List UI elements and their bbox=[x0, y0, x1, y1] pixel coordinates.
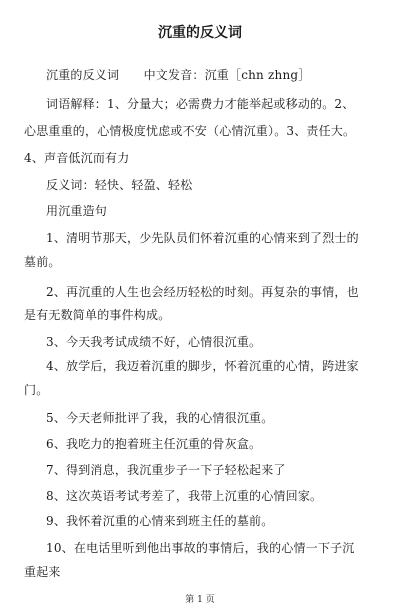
sentence-7: 7、得到消息，我沉重步子一下子轻松起来了 bbox=[46, 463, 286, 477]
page-title: 沉重的反义词 bbox=[158, 25, 242, 41]
sentence-9: 9、我怀着沉重的心情来到班主任的墓前。 bbox=[46, 514, 274, 528]
antonyms-line: 反义词：轻快、轻盈、轻松 bbox=[46, 178, 193, 192]
sentence-10-line-2: 重起来 bbox=[24, 565, 61, 579]
sentence-1-line-1: 1、清明节那天，少先队员们怀着沉重的心情来到了烈士的 bbox=[46, 231, 359, 245]
page-number: 第 1 页 bbox=[185, 595, 215, 605]
sentence-3: 3、今天我考试成绩不好，心情很沉重。 bbox=[46, 335, 262, 349]
sentence-5: 5、今天老师批评了我，我的心情很沉重。 bbox=[46, 411, 274, 425]
sentence-2-line-2: 是有无数简单的事件构成。 bbox=[24, 308, 171, 322]
sentence-4-line-2: 门。 bbox=[24, 383, 49, 397]
sentence-8: 8、这次英语考试考差了，我带上沉重的心情回家。 bbox=[46, 489, 323, 503]
example-heading: 用沉重造句 bbox=[46, 204, 108, 218]
definition-line-2: 心思重重的，心情极度忧虑或不安（心情沉重）。3、责任大。 bbox=[24, 124, 356, 138]
sentence-10-line-1: 10、在电话里听到他出事故的事情后，我的心情一下子沉 bbox=[46, 541, 355, 555]
definition-line-1: 词语解释：1、分量大；必需费力才能举起或移动的。2、 bbox=[46, 97, 355, 111]
sentence-4-line-1: 4、放学后，我迈着沉重的脚步，怀着沉重的心情，跨进家 bbox=[46, 359, 359, 373]
definition-line-3: 4、声音低沉而有力 bbox=[24, 151, 130, 165]
sentence-1-line-2: 墓前。 bbox=[24, 255, 61, 269]
sentence-6: 6、我吃力的抱着班主任沉重的骨灰盒。 bbox=[46, 437, 262, 451]
intro-line: 沉重的反义词 中文发音：沉重［chn zhng］ bbox=[46, 68, 311, 82]
sentence-2-line-1: 2、再沉重的人生也会经历轻松的时刻。再复杂的事情，也 bbox=[46, 285, 359, 299]
